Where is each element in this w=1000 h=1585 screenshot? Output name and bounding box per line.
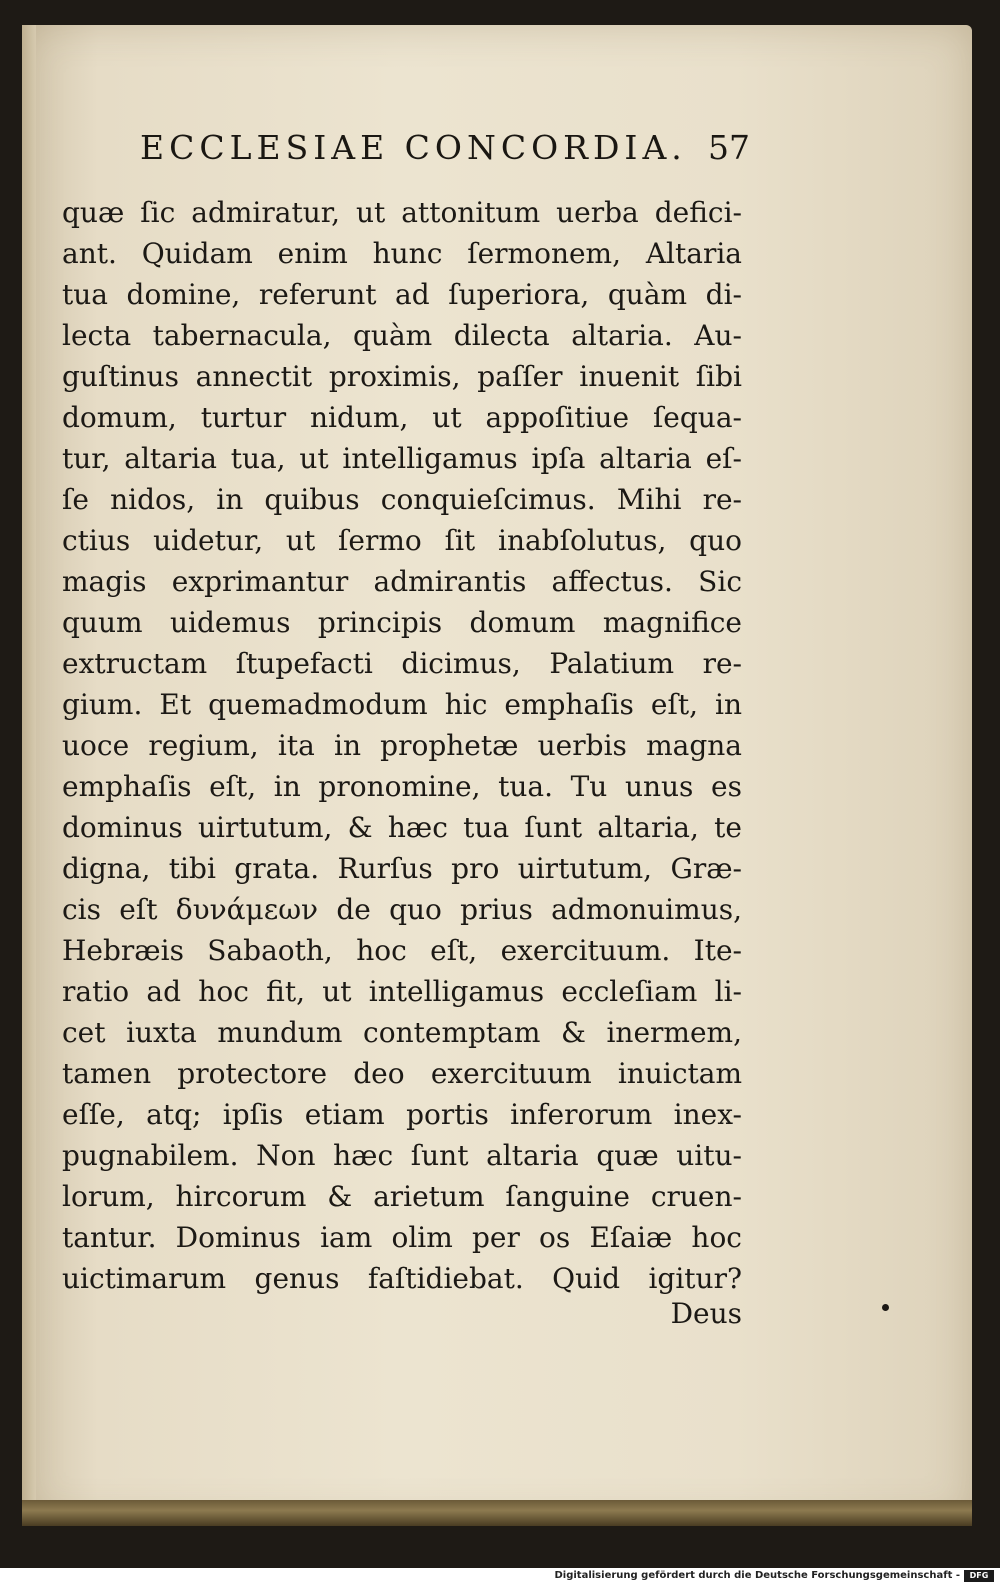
- text-line: lorum, hircorum & arietum ſanguine cruen-: [62, 1180, 742, 1213]
- body-text: [62, 192, 742, 1299]
- running-head: ECCLESIAE CONCORDIA.: [140, 128, 687, 167]
- text-line: pugnabilem. Non hæc ſunt altaria quæ uitu-: [62, 1139, 742, 1172]
- text-line: tamen protectore deo exercituum inuictam: [62, 1057, 742, 1090]
- text-line: quum uidemus principis domum magnifice: [62, 606, 742, 639]
- text-line: Hebræis Sabaoth, hoc eſt, exercituum. Ite-: [62, 934, 742, 967]
- text-line: ratio ad hoc fit, ut intelligamus eccleſiam li-: [62, 975, 742, 1008]
- text-line: quæ ſic admiratur, ut attonitum uerba defici-: [62, 196, 742, 229]
- text-line: domum, turtur nidum, ut appoſitiue ſequa-: [62, 401, 742, 434]
- text-line: tur, altaria tua, ut intelligamus ipſa altaria eſ-: [62, 442, 742, 475]
- text-line: uoce regium, ita in prophetæ uerbis magna: [62, 729, 742, 762]
- text-line: uictimarum genus faſtidiebat. Quid igitur?: [62, 1262, 742, 1295]
- text-line: eſſe, atq; ipſis etiam portis inferorum inex-: [62, 1098, 742, 1131]
- text-line: digna, tibi grata. Rurſus pro uirtutum, Græ-: [62, 852, 742, 885]
- catchword: Deus: [670, 1297, 742, 1330]
- text-line: ant. Quidam enim hunc ſermonem, Altaria: [62, 237, 742, 270]
- text-line: ſe nidos, in quibus conquieſcimus. Mihi re-: [62, 483, 742, 516]
- text-line: tua domine, referunt ad ſuperiora, quàm di-: [62, 278, 742, 311]
- text-line: guſtinus annectit proximis, paſſer inuenit ſibi: [62, 360, 742, 393]
- text-line: tantur. Dominus iam olim per os Eſaiæ hoc: [62, 1221, 742, 1254]
- page-header: [140, 128, 750, 178]
- funding-note: Digitalisierung gefördert durch die Deutsche Forschungsgemeinschaft -: [554, 1570, 960, 1581]
- text-line: emphaſis eſt, in pronomine, tua. Tu unus es: [62, 770, 742, 803]
- text-line: cet iuxta mundum contemptam & inermem,: [62, 1016, 742, 1049]
- ink-dot: [882, 1304, 889, 1311]
- text-line: cis eſt δυνάμεων de quo prius admonuimus,: [62, 893, 742, 926]
- page-number: 57: [708, 128, 750, 167]
- text-line: dominus uirtutum, & hæc tua ſunt altaria, te: [62, 811, 742, 844]
- text-line: lecta tabernacula, quàm dilecta altaria. Au-: [62, 319, 742, 352]
- text-line: ctius uidetur, ut ſermo ſit inabſolutus, quo: [62, 524, 742, 557]
- dfg-logo: DFG: [964, 1570, 994, 1582]
- text-line: gium. Et quemadmodum hic emphaſis eſt, in: [62, 688, 742, 721]
- page-gutter-shadow: [22, 25, 36, 1520]
- text-line: extructam ſtupefacti dicimus, Palatium re-: [62, 647, 742, 680]
- text-line: magis exprimantur admirantis affectus. Sic: [62, 565, 742, 598]
- page-bottom-edge: [22, 1500, 972, 1526]
